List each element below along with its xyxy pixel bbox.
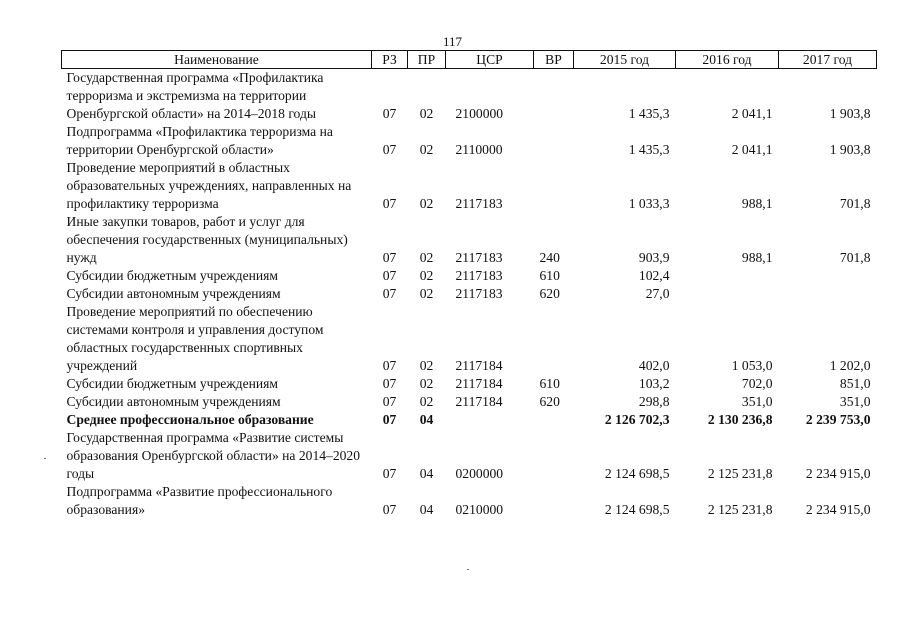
row-csr: 0200000 [455,466,504,481]
row-2015: 103,2 [638,376,670,391]
row-name: Проведение мероприятий по обеспечению системами контроля и управления доступом областных государственных спортивных учреждений [66,304,324,373]
row-2016 [676,267,779,285]
row-name: Проведение мероприятий в областных образовательных учреждениях, направленных на профилактику терроризма [66,160,352,211]
row-2015: 903,9 [638,250,670,265]
table-row [62,303,877,375]
row-rz: 07 [382,502,397,517]
row-csr: 2117183 [455,286,503,301]
row-name: Государственная программа «Развитие системы образования Оренбургской области» на 2014–2020 годы [66,430,361,481]
row-vr: 620 [539,394,560,409]
row-rz: 07 [382,196,397,211]
row-pr: 02 [419,376,434,391]
row-vr [534,303,574,375]
row-pr: 02 [419,358,434,373]
row-2016: 988,1 [741,196,773,211]
row-2017: 351,0 [839,394,871,409]
row-rz: 07 [382,466,397,481]
row-2015: 402,0 [638,358,670,373]
row-pr: 02 [419,250,434,265]
row-pr: 04 [419,466,434,481]
row-pr: 02 [419,196,434,211]
header-2016: 2016 год [676,51,779,69]
row-2016: 2 041,1 [731,106,773,121]
row-2015: 2 124 698,5 [604,466,670,481]
row-rz: 07 [382,268,397,283]
row-2017: 1 903,8 [829,106,871,121]
row-2016: 351,0 [741,394,773,409]
row-name: Субсидии бюджетным учреждениям [66,376,279,391]
row-rz: 07 [382,412,397,427]
row-2015: 102,4 [638,268,670,283]
table-row [62,483,877,519]
table-row [62,213,877,267]
header-rz: РЗ [372,51,408,69]
row-pr: 02 [419,142,434,157]
row-name: Иные закупки товаров, работ и услуг для обеспечения государственных (муниципальных) нужд [66,214,348,265]
row-vr: 620 [539,286,560,301]
table-row [62,375,877,393]
table-row [62,393,877,411]
row-2015: 1 033,3 [628,196,670,211]
row-vr [534,123,574,159]
row-2017 [779,285,877,303]
table-row [62,267,877,285]
row-2016: 1 053,0 [731,358,773,373]
row-name: Государственная программа «Профилактика терроризма и экстремизма на территории Оренбургской области» на 2014–2018 годы [66,70,324,121]
row-2016: 988,1 [741,250,773,265]
row-csr [446,411,534,429]
row-csr: 2117183 [455,250,503,265]
page-number: 117 [442,34,463,49]
row-2015: 27,0 [645,286,670,301]
row-pr: 02 [419,286,434,301]
row-vr: 610 [539,376,560,391]
row-2016 [676,285,779,303]
table-row [62,123,877,159]
row-rz: 07 [382,106,397,121]
header-2017: 2017 год [779,51,877,69]
row-vr [534,429,574,483]
row-rz: 07 [382,358,397,373]
header-2015: 2015 год [574,51,676,69]
row-2016: 2 130 236,8 [707,412,773,427]
row-2017: 2 239 753,0 [805,412,871,427]
header-name: Наименование [62,51,372,69]
row-vr [534,69,574,124]
table-row [62,429,877,483]
budget-table [61,50,877,519]
row-2015: 298,8 [638,394,670,409]
row-vr: 610 [539,268,560,283]
row-2015: 1 435,3 [628,142,670,157]
row-2016: 2 041,1 [731,142,773,157]
row-2017 [779,267,877,285]
table-row [62,159,877,213]
scan-speck [44,458,46,459]
row-pr: 04 [419,412,434,427]
row-2015: 2 124 698,5 [604,502,670,517]
table-row [62,285,877,303]
table-header-row [62,51,877,69]
header-vr: ВР [534,51,574,69]
row-2016: 702,0 [741,376,773,391]
row-2016: 2 125 231,8 [707,502,773,517]
row-csr: 2100000 [455,106,504,121]
row-rz: 07 [382,250,397,265]
row-csr: 2117183 [455,196,503,211]
row-csr: 2117183 [455,268,503,283]
row-rz: 07 [382,142,397,157]
row-2017: 2 234 915,0 [805,502,871,517]
row-2017: 851,0 [839,376,871,391]
row-name: Подпрограмма «Профилактика терроризма на территории Оренбургской области» [66,124,333,157]
row-2016: 2 125 231,8 [707,466,773,481]
row-name: Субсидии автономным учреждениям [66,286,281,301]
row-rz: 07 [382,376,397,391]
header-csr: ЦСР [446,51,534,69]
row-pr: 04 [419,502,434,517]
row-pr: 02 [419,394,434,409]
row-vr: 240 [539,250,560,265]
row-rz: 07 [382,286,397,301]
row-2017: 1 202,0 [829,358,871,373]
row-2017: 701,8 [839,196,871,211]
row-2015: 1 435,3 [628,106,670,121]
table-row [62,69,877,124]
row-rz: 07 [382,394,397,409]
row-vr [534,159,574,213]
row-2017: 2 234 915,0 [805,466,871,481]
row-csr: 2117184 [455,376,503,391]
row-vr [534,483,574,519]
row-name: Субсидии автономным учреждениям [66,394,281,409]
row-2015: 2 126 702,3 [604,412,670,427]
table-row [62,411,877,429]
row-csr: 2117184 [455,358,503,373]
row-csr: 2110000 [455,142,503,157]
row-name: Субсидии бюджетным учреждениям [66,268,279,283]
header-pr: ПР [408,51,446,69]
row-csr: 2117184 [455,394,503,409]
row-pr: 02 [419,268,434,283]
row-name: Среднее профессиональное образование [66,412,314,427]
row-name: Подпрограмма «Развитие профессионального образования» [66,484,333,517]
row-vr [534,411,574,429]
row-2017: 701,8 [839,250,871,265]
row-2017: 1 903,8 [829,142,871,157]
row-pr: 02 [419,106,434,121]
row-csr: 0210000 [455,502,504,517]
scan-speck [467,569,469,570]
